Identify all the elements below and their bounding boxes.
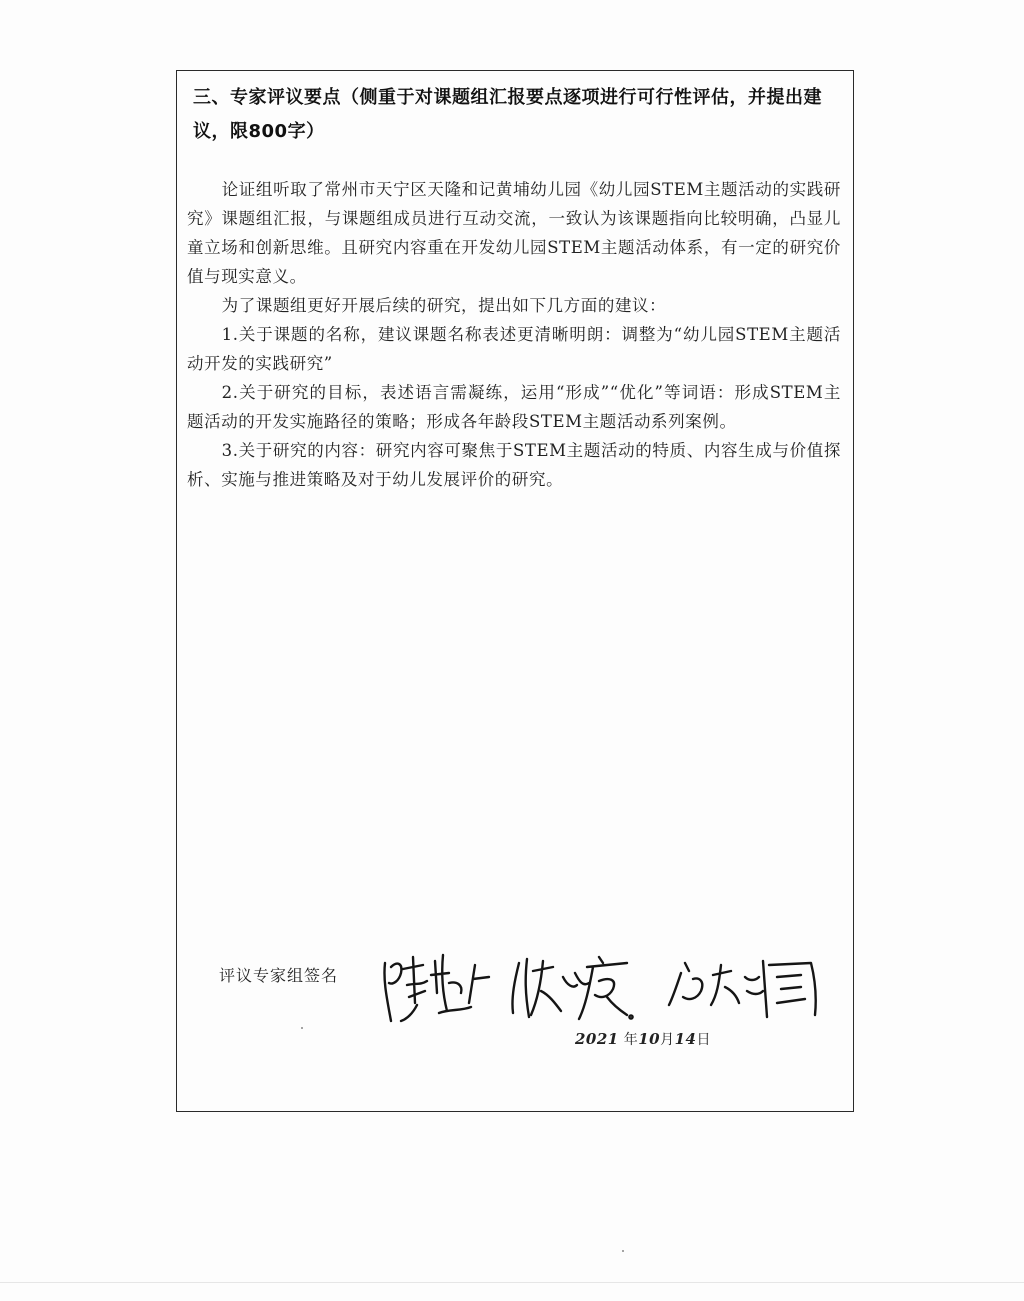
signature-3 [669,961,816,1017]
date-year-char: 年 [623,1032,639,1048]
handwritten-signatures [377,933,857,1043]
expert-review-form-box [176,70,854,1112]
signature-date [575,1029,711,1049]
paragraph-intro-suggestions: 为了课题组更好开展后续的研究，提出如下几方面的建议： [221,296,667,315]
suggestion-content: 3.关于研究的内容：研究内容可聚焦于STEM主题活动的特质、内容生成与价值探析、实施与推进策略及对于幼儿发展评价的研究。 [187,441,841,489]
signature-1 [384,955,489,1021]
signature-label: 评议专家组签名 [219,966,339,985]
scan-speck [622,1250,624,1252]
section-heading: 三、专家评议要点（侧重于对课题组汇报要点逐项进行可行性评估，并提出建议，限800字） [193,87,822,142]
suggestion-title: 1.关于课题的名称，建议课题名称表述更清晰明朗：调整为“幼儿园STEM主题活动开发的实践研究” [187,325,841,373]
date-month-char: 月 [660,1032,675,1048]
review-body [187,175,841,494]
date-year: 2021 [575,1030,619,1048]
suggestion-goals: 2.关于研究的目标，表述语言需凝练，运用“形成”“优化”等词语：形成STEM主题活动的开发实施路径的策略；形成各年龄段STEM主题活动系列案例。 [187,383,841,431]
date-month: 10 [638,1030,661,1048]
scan-edge-line [0,1282,1024,1283]
scan-speck [301,1027,303,1029]
date-day-char: 日 [696,1032,711,1048]
signature-2 [512,957,632,1019]
paragraph-summary: 论证组听取了常州市天宁区天隆和记黄埔幼儿园《幼儿园STEM主题活动的实践研究》课题组汇报，与课题组成员进行互动交流，一致认为该课题指向比较明确，凸显儿童立场和创新思维。且研究内容重在开发幼儿园STEM主题活动体系，有一定的研究价值与现实意义。 [187,180,841,286]
date-day: 14 [674,1030,697,1048]
